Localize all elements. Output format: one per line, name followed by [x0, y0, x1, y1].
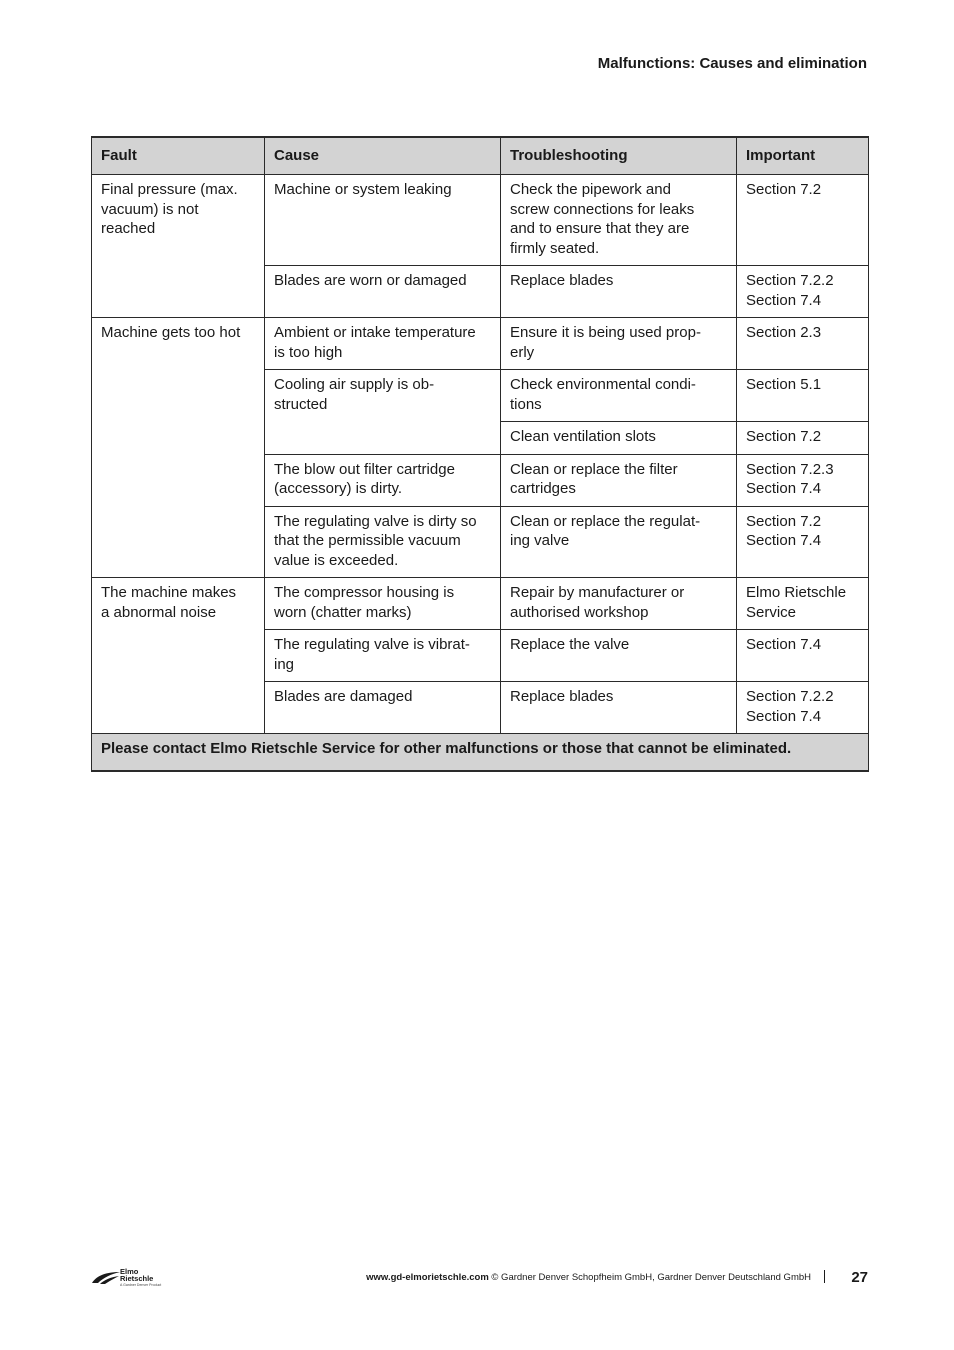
troubleshooting-cell: Replace blades: [501, 266, 737, 318]
logo-swoosh-icon: [91, 1271, 121, 1285]
footer-divider: [824, 1270, 825, 1283]
cause-cell: Blades are worn or damaged: [265, 266, 501, 318]
cause-cell: Blades are damaged: [265, 682, 501, 734]
fault-cell: The machine makes a abnormal noise: [92, 578, 265, 734]
footer-url-link[interactable]: www.gd-elmorietschle.com: [366, 1272, 489, 1283]
column-header-cause: Cause: [265, 137, 501, 175]
footer-copyright: © Gardner Denver Schopfheim GmbH, Gardner Denver Deutschland GmbH: [488, 1272, 811, 1283]
important-cell: Section 7.2: [737, 175, 869, 266]
table-row: [92, 578, 869, 630]
table-header-row: [92, 137, 869, 175]
important-cell: Elmo Rietschle Service: [737, 578, 869, 630]
footer-credits: [366, 1272, 811, 1283]
logo-tagline: A Gardner Denver Product: [120, 1283, 162, 1287]
important-cell: Section 7.2.2 Section 7.4: [737, 266, 869, 318]
troubleshooting-cell: Replace the valve: [501, 630, 737, 682]
service-contact-note: Please contact Elmo Rietschle Service for other malfunctions or those that cannot be eliminated.: [92, 734, 869, 771]
logo-wordmark: Elmo Rietschle: [120, 1267, 154, 1283]
table-row: [92, 318, 869, 370]
important-cell: Section 7.2.2 Section 7.4: [737, 682, 869, 734]
cause-cell: The compressor housing is worn (chatter marks): [265, 578, 501, 630]
fault-cell: Final pressure (max. vacuum) is not reached: [92, 175, 265, 318]
cause-cell: The regulating valve is vibrat- ing: [265, 630, 501, 682]
troubleshooting-cell: Clean or replace the filter cartridges: [501, 454, 737, 506]
important-cell: Section 7.2: [737, 422, 869, 455]
important-cell: Section 7.4: [737, 630, 869, 682]
important-cell: Section 7.2.3 Section 7.4: [737, 454, 869, 506]
troubleshooting-cell: Check environmental condi- tions: [501, 370, 737, 422]
important-cell: Section 5.1: [737, 370, 869, 422]
troubleshooting-cell: Check the pipework and screw connections for leaks and to ensure that they are firmly seated.: [501, 175, 737, 266]
malfunctions-table: [91, 136, 869, 772]
important-cell: Section 7.2 Section 7.4: [737, 506, 869, 578]
column-header-troubleshooting: Troubleshooting: [501, 137, 737, 175]
column-header-fault: Fault: [92, 137, 265, 175]
column-header-important: Important: [737, 137, 869, 175]
troubleshooting-cell: Ensure it is being used prop- erly: [501, 318, 737, 370]
page-header-title: Malfunctions: Causes and elimination: [597, 55, 867, 72]
troubleshooting-cell: Replace blades: [501, 682, 737, 734]
cause-cell: The blow out filter cartridge (accessory) is dirty.: [265, 454, 501, 506]
page-number: 27: [851, 1269, 868, 1286]
elmo-rietschle-logo: [91, 1267, 171, 1289]
cause-cell: Ambient or intake temperature is too high: [265, 318, 501, 370]
fault-cell: Machine gets too hot: [92, 318, 265, 578]
table-row: [92, 175, 869, 266]
cause-cell: The regulating valve is dirty so that the permissible vacuum value is exceeded.: [265, 506, 501, 578]
troubleshooting-cell: Clean ventilation slots: [501, 422, 737, 455]
troubleshooting-cell: Repair by manufacturer or authorised workshop: [501, 578, 737, 630]
cause-cell: Cooling air supply is ob- structed: [265, 370, 501, 455]
troubleshooting-cell: Clean or replace the regulat- ing valve: [501, 506, 737, 578]
page-footer: [0, 1262, 954, 1292]
cause-cell: Machine or system leaking: [265, 175, 501, 266]
table-footer-row: [92, 734, 869, 771]
important-cell: Section 2.3: [737, 318, 869, 370]
